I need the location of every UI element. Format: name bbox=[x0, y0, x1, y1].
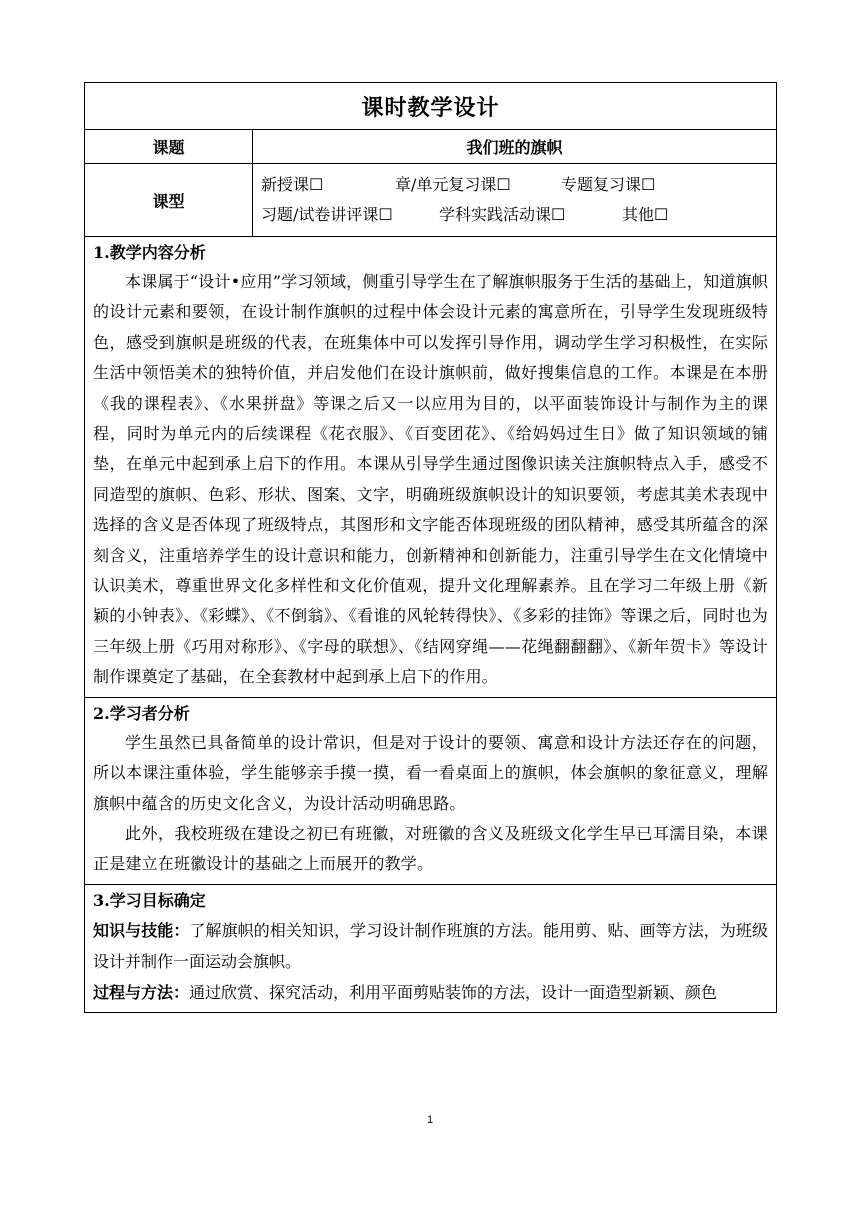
course-type-option[interactable]: 其他☐ bbox=[622, 205, 669, 224]
course-type-label: 课型 bbox=[85, 164, 253, 237]
course-type-options bbox=[253, 164, 777, 237]
section-learner-analysis bbox=[85, 697, 777, 884]
section-title: 1.教学内容分析 bbox=[93, 243, 206, 262]
course-type-option[interactable]: 专题复习课☐ bbox=[561, 175, 656, 194]
paragraph: 学生虽然已具备简单的设计常识，但是对于设计的要领、寓意和设计方法还存在的问题，所以本课注重体验，学生能够亲手摸一摸，看一看桌面上的旗帜，体会旗帜的象征意义，理解旗帜中蕴含的历史文化含义，为设计活动明确思路。 bbox=[93, 732, 769, 813]
section-title: 3.学习目标确定 bbox=[93, 890, 206, 910]
course-type-option[interactable]: 习题/试卷讲评课☐ bbox=[261, 205, 393, 224]
paragraph: 此外，我校班级在建设之初已有班徽，对班徽的含义及班级文化学生早已耳濡目染，本课正是建立在班徽设计的基础之上而展开的教学。 bbox=[93, 823, 769, 874]
objective-label: 知识与技能： bbox=[93, 920, 190, 940]
objective-label: 过程与方法： bbox=[93, 982, 190, 1002]
section-title: 2.学习者分析 bbox=[93, 703, 190, 723]
section-content-analysis bbox=[85, 237, 777, 698]
course-type-option[interactable]: 学科实践活动课☐ bbox=[439, 205, 566, 224]
topic-value: 我们班的旗帜 bbox=[253, 130, 777, 164]
paragraph: 本课属于“设计•应用”学习领域，侧重引导学生在了解旗帜服务于生活的基础上，知道旗帜的设计元素和要领，在设计制作旗帜的过程中体会设计元素的寓意所在，引导学生发现班级特色，感受到旗帜是班级的代表，在班集体中可以发挥引导作用，调动学生学习积极性，在实际生活中领悟美术的独特价值，并启发他们在设计旗帜前，做好搜集信息的工作。本课是在本册《我的课程表》、《水果拼盘》等课之后又一以应用为目的，以平面装饰设计与制作为主的课程，同时为单元内的后续课程《花衣服》、《百变团花》、《给妈妈过生日》做了知识领域的铺垫，在单元中起到承上启下的作用。本课从引导学生通过图像识读关注旗帜特点入手，感受不同造型的旗帜、色彩、形状、图案、文字，明确班级旗帜设计的知识要领，考虑其美术表现中选择的含义是否体现了班级特点，其图形和文字能否体现班级的团队精神，感受其所蕴含的深刻含义，注重培养学生的设计意识和能力，创新精神和创新能力，注重引导学生在文化情境中认识美术，尊重世界文化多样性和文化价值观，提升文化理解素养。且在学习二年级上册《新颖的小钟表》、《彩蝶》、《不倒翁》、《看谁的风轮转得快》、《多彩的挂饰》等课之后，同时也为三年级上册《巧用对称形》、《字母的联想》、《结网穿绳——花绳翻翻翻》、《新年贺卡》等设计制作课奠定了基础，在全套教材中起到承上启下的作用。 bbox=[93, 272, 769, 687]
course-type-option[interactable]: 章/单元复习课☐ bbox=[395, 175, 511, 194]
objective-item bbox=[93, 915, 768, 977]
topic-label: 课题 bbox=[85, 130, 253, 164]
page-number: 1 bbox=[426, 1114, 434, 1126]
course-type-row-2 bbox=[261, 200, 776, 230]
document-title: 课时教学设计 bbox=[85, 83, 777, 130]
objective-text: 通过欣赏、探究活动，利用平面剪贴装饰的方法，设计一面造型新颖、颜色 bbox=[189, 982, 718, 1002]
course-type-row-1 bbox=[261, 170, 776, 200]
objective-item bbox=[93, 977, 768, 1008]
section-learning-objectives bbox=[85, 884, 777, 1012]
course-type-option[interactable]: 新授课☐ bbox=[261, 175, 324, 194]
lesson-design-table bbox=[84, 82, 777, 1013]
objective-text: 了解旗帜的相关知识，学习设计制作班旗的方法。能用剪、贴、画等方法，为班级设计并制作一面运动会旗帜。 bbox=[93, 920, 768, 971]
